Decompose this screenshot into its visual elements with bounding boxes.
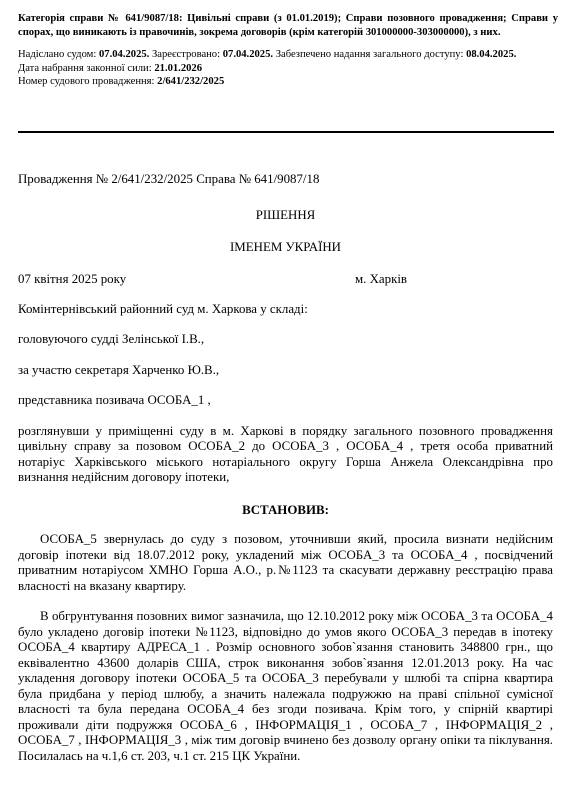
decision-city: м. Харків	[355, 271, 408, 286]
case-metadata	[18, 12, 558, 89]
body-paragraph-2: В обгрунтування позовних вимог зазначила, що 12.10.2012 року між ОСОБА_3 та ОСОБА_4 було укладено договір іпотеки №1123, відповідно до умов якого ОСОБА_3 передав в іпотеку ОСОБА_4 квартиру АДРЕСА_1 . Розмір основного зобов`язання становить 348800 грн., що еквівалентно 43600 доларів США, строк виконання зобов`язання 12.01.2013 року. На час укладення договору іпотеки ОСОБА_5 та ОСОБА_3 перебували у шлюбі та спірна квартира була придбана у період шлюбу, а значить належала подружжю на праві спільної сумісної власності та була передана ОСОБА_4 без згоди позивача. Крім того, у спірній квартирі проживали діти подружжя ОСОБА_6 , ІНФОРМАЦІЯ_1 , ОСОБА_7 , ІНФОРМАЦІЯ_2 , ОСОБА_7 , ІНФОРМАЦІЯ_3 , між тим договір вчинено без дозволу органу опіки та піклування. Посилалась на ч.1,6 ст. 203, ч.1 ст. 215 ЦК України.	[18, 609, 553, 763]
decision-title: РІШЕННЯ	[255, 207, 316, 222]
header-divider	[18, 131, 554, 133]
effect-date-row	[18, 62, 558, 76]
case-number-row	[18, 75, 558, 89]
sent-label: Надіслано судом:	[18, 49, 97, 60]
effect-date: 21.01.2026	[154, 62, 203, 74]
date-city-row	[18, 272, 553, 288]
case-description: розглянувши у приміщенні суду в м. Харкові в порядку загального позовного провадження цивільну справу за позовом ОСОБА_2 до ОСОБА_3 , ОСОБА_4 , третя особа приватний нотаріус Харківського міського нотаріального округу Горша Анжела Олександрівна про визнання недійсним договору іпотеки,	[18, 423, 553, 484]
secretary: за участю секретаря Харченко Ю.В.,	[18, 362, 220, 377]
court-composition: Комінтернівський районний суд м. Харкова у складі:	[18, 301, 308, 316]
case-number-label: Номер судового провадження:	[18, 76, 155, 87]
publication-dates	[18, 48, 558, 62]
registered-date: 07.04.2025.	[222, 49, 274, 60]
proceeding-header: Провадження № 2/641/232/2025 Справа № 641/9087/18	[18, 172, 320, 186]
presiding-judge: головуючого судді Зелінської І.В.,	[18, 332, 205, 346]
decision-subtitle: ІМЕНЕМ УКРАЇНИ	[230, 240, 341, 254]
body-paragraph-1: ОСОБА_5 звернулась до суду з позовом, уточнивши який, просила визнати недійсним договір іпотеки від 18.07.2012 року, укладений між ОСОБА_3 та ОСОБА_4 , посвідчений приватним нотаріусом ХМНО Горша А.О., р.№1123 та скасувати державну реєстрацію права власності на вказану квартиру.	[18, 532, 553, 593]
plaintiff-representative: представника позивача ОСОБА_1 ,	[18, 393, 211, 407]
effect-label: Дата набрання законної сили:	[18, 62, 152, 74]
decision-document	[18, 172, 553, 764]
established-heading: ВСТАНОВИВ:	[242, 502, 329, 517]
decision-date: 07 квітня 2025 року	[18, 271, 127, 286]
case-number: 2/641/232/2025	[157, 76, 225, 87]
sent-date: 07.04.2025.	[98, 49, 150, 60]
case-category: Категорія справи № 641/9087/18: Цивільні справи (з 01.01.2019); Справи позовного провадження; Справи у спорах, що виникають із правочинів, зокрема договорів (крім категорій 301000000-303000000), з них.	[18, 13, 558, 38]
access-date: 08.04.2025.	[466, 49, 517, 60]
registered-label: Зареєстровано:	[151, 49, 221, 60]
access-label: Забезпечено надання загального доступу:	[275, 49, 464, 60]
